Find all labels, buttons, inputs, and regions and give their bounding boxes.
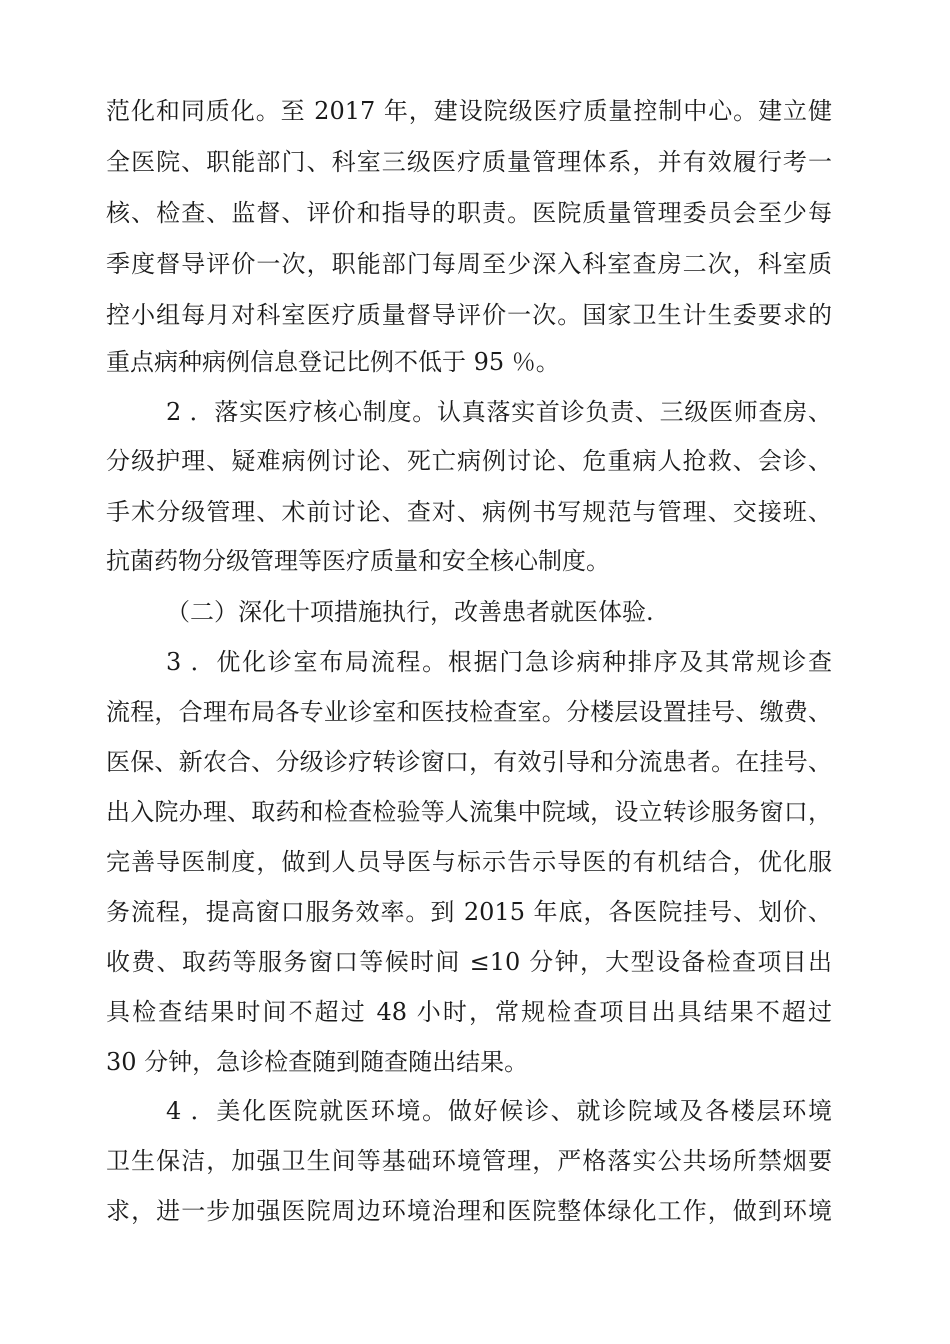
text-line: 全医院、职能部门、科室三级医疗质量管理体系，并有效履行考一 <box>106 148 832 176</box>
text-line: 季度督导评价一次，职能部门每周至少深入科室查房二次，科室质 <box>106 250 832 278</box>
paragraph-first-line: 2 ．落实医疗核心制度。认真落实首诊负责、三级医师查房、 <box>166 398 832 426</box>
text-line: 控小组每月对科室医疗质量督导评价一次。国家卫生计生委要求的 <box>106 301 832 329</box>
text-line: 务流程，提高窗口服务效率。到 2015 年底，各医院挂号、划价、 <box>106 898 832 926</box>
text-line: 30 分钟，急诊检查随到随查随出结果。 <box>106 1048 529 1076</box>
text-line: 医保、新农合、分级诊疗转诊窗口，有效引导和分流患者。在挂号、 <box>106 748 832 776</box>
text-line: 具检查结果时间不超过 48 小时，常规检查项目出具结果不超过 <box>106 998 832 1026</box>
section-heading: （二）深化十项措施执行，改善患者就医体验. <box>166 598 654 626</box>
text-line: 卫生保洁，加强卫生间等基础环境管理，严格落实公共场所禁烟要 <box>106 1147 832 1175</box>
text-line: 求，进一步加强医院周边环境治理和医院整体绿化工作，做到环境 <box>106 1197 832 1225</box>
text-line: 重点病种病例信息登记比例不低于 95 ％。 <box>106 348 560 376</box>
text-line: 出入院办理、取药和检查检验等人流集中院域，设立转诊服务窗口， <box>106 798 832 826</box>
text-line: 分级护理、疑难病例讨论、死亡病例讨论、危重病人抢救、会诊、 <box>106 447 832 475</box>
paragraph-first-line: 3 ．优化诊室布局流程。根据门急诊病种排序及其常规诊查 <box>166 648 832 676</box>
text-line: 范化和同质化。至 2017 年，建设院级医疗质量控制中心。建立健 <box>106 97 832 125</box>
text-line: 完善导医制度，做到人员导医与标示告示导医的有机结合，优化服 <box>106 848 832 876</box>
text-line: 手术分级管理、术前讨论、查对、病例书写规范与管理、交接班、 <box>106 498 832 526</box>
text-line: 核、检查、监督、评价和指导的职责。医院质量管理委员会至少每 <box>106 199 832 227</box>
text-line: 收费、取药等服务窗口等候时间 ≤10 分钟，大型设备检查项目出 <box>106 948 832 976</box>
text-line: 流程，合理布局各专业诊室和医技检查室。分楼层设置挂号、缴费、 <box>106 698 832 726</box>
paragraph-first-line: 4 ．美化医院就医环境。做好候诊、就诊院域及各楼层环境 <box>166 1097 832 1125</box>
text-line: 抗菌药物分级管理等医疗质量和安全核心制度。 <box>106 547 610 575</box>
